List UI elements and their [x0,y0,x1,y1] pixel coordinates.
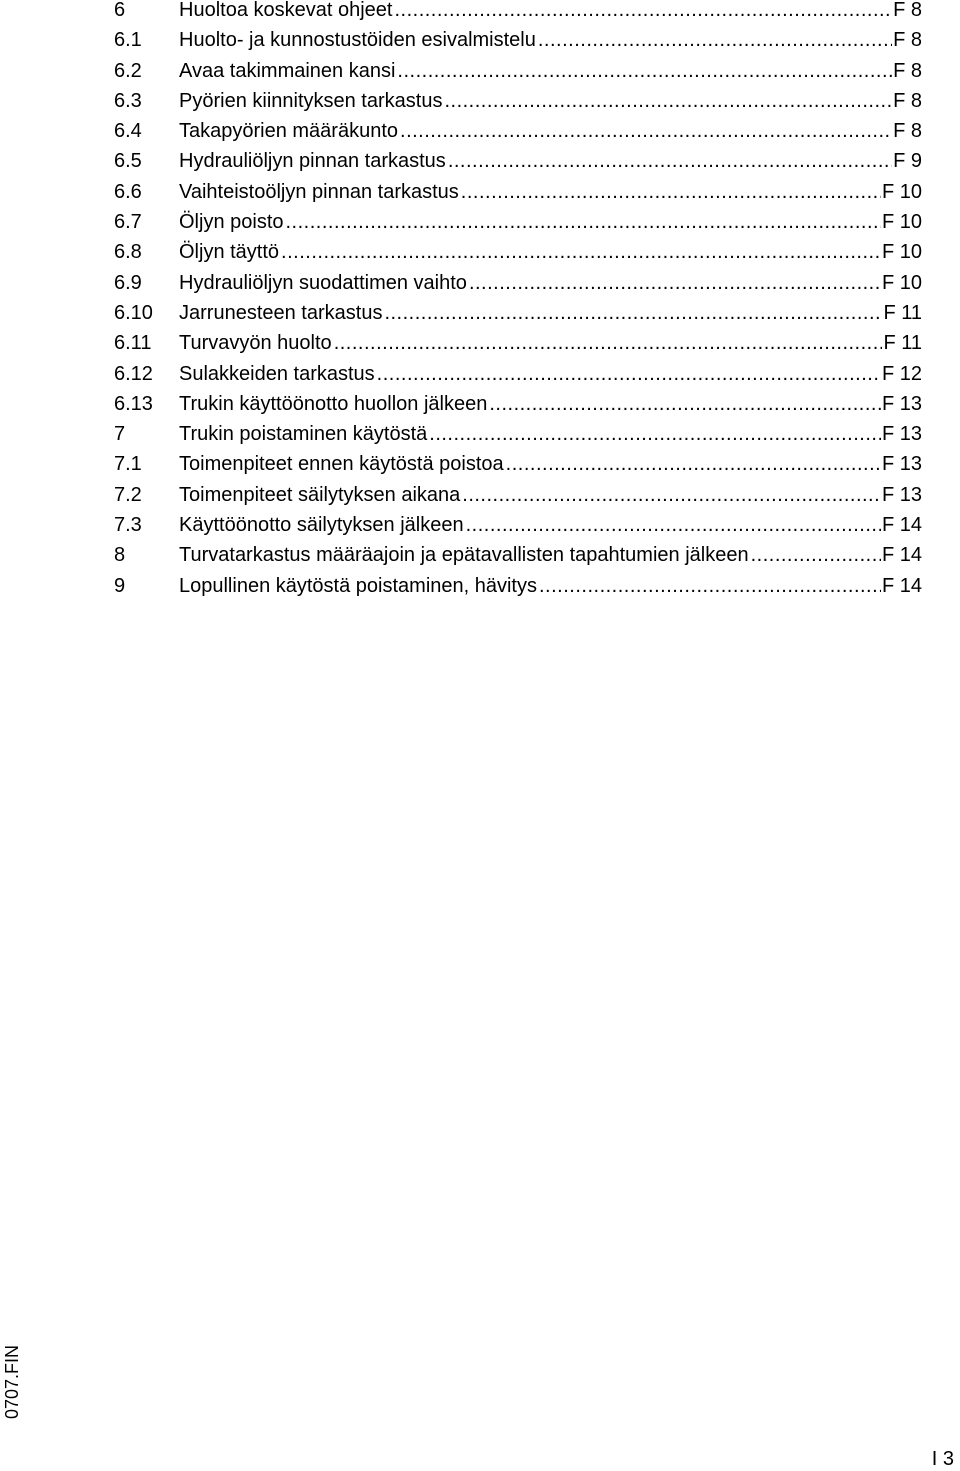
table-of-contents [114,0,922,601]
toc-entry[interactable] [114,571,922,601]
toc-entry-title: Öljyn täyttö [179,241,280,264]
dot-leader [392,0,892,25]
toc-entry-number: 6.5 [114,150,142,173]
toc-entry-page: F 12 [881,362,922,385]
toc-entry-page: F 13 [881,453,922,476]
toc-entry-number: 9 [114,574,126,597]
toc-entry-number: 6.8 [114,241,142,264]
toc-entry-title: Trukin käyttöönotto huollon jälkeen [179,392,488,415]
toc-entry-page: F 13 [881,423,922,446]
toc-entry-page: F 8 [893,29,922,52]
toc-entry-title: Toimenpiteet ennen käytöstä poistoa [179,453,504,476]
toc-entry-title: Avaa takimmainen kansi [179,59,396,82]
toc-entry[interactable] [114,268,922,298]
toc-entry-title: Hydrauliöljyn suodattimen vaihto [179,271,467,294]
toc-entry-title: Käyttöönotto säilytyksen jälkeen [179,514,464,537]
toc-entry-title: Takapyörien määräkunto [179,120,399,143]
toc-entry[interactable] [114,237,922,267]
toc-entry-page: F 11 [883,332,922,355]
toc-entry-page: F 8 [893,0,922,21]
toc-entry-title: Vaihteistoöljyn pinnan tarkastus [179,180,459,203]
toc-entry-title: Öljyn poisto [179,211,284,234]
toc-entry-number: 7 [114,423,126,446]
toc-entry-page: F 9 [893,150,922,173]
toc-entry[interactable] [114,359,922,389]
dot-leader [332,328,883,358]
toc-entry[interactable] [114,389,922,419]
toc-entry[interactable] [114,0,922,25]
toc-entry-page: F 10 [881,180,922,203]
dot-leader [460,480,881,510]
toc-entry-title: Trukin poistaminen käytöstä [179,423,428,446]
dot-leader [459,177,881,207]
toc-entry-number: 6.2 [114,59,142,82]
toc-entry-number: 6.1 [114,29,142,52]
toc-entry-number: 6.4 [114,120,142,143]
dot-leader [749,540,881,570]
toc-entry-number: 6.11 [114,332,152,355]
toc-entry-number: 8 [114,544,126,567]
toc-entry[interactable] [114,540,922,570]
toc-entry-page: F 13 [881,392,922,415]
toc-entry[interactable] [114,480,922,510]
dot-leader [382,298,882,328]
toc-entry-page: F 8 [893,59,922,82]
dot-leader [537,571,881,601]
toc-entry-number: 6.6 [114,180,142,203]
document-code [2,1340,22,1424]
toc-entry-title: Jarrunesteen tarkastus [179,301,383,324]
toc-entry-title: Lopullinen käytöstä poistaminen, hävitys [179,574,537,597]
toc-entry[interactable] [114,146,922,176]
toc-entry-page: F 10 [881,211,922,234]
toc-entry[interactable] [114,86,922,116]
toc-entry-page: F 14 [881,574,922,597]
toc-entry-page: F 8 [893,120,922,143]
toc-entry[interactable] [114,25,922,55]
toc-entry-number: 6.9 [114,271,142,294]
toc-entry-title: Pyörien kiinnityksen tarkastus [179,89,443,112]
toc-entry-number: 6.3 [114,89,142,112]
toc-entry[interactable] [114,177,922,207]
toc-entry[interactable] [114,419,922,449]
dot-leader [442,86,892,116]
toc-entry-page: F 14 [881,514,922,537]
toc-entry-title: Toimenpiteet säilytyksen aikana [179,483,461,506]
dot-leader [504,449,881,479]
dot-leader [398,116,892,146]
dot-leader [395,56,892,86]
toc-entry-title: Turvatarkastus määräajoin ja epätavallisten tapahtumien jälkeen [179,544,749,567]
dot-leader [467,268,881,298]
toc-entry-number: 6 [114,0,126,21]
toc-entry-number: 6.12 [114,362,153,385]
toc-entry-title: Hydrauliöljyn pinnan tarkastus [179,150,446,173]
toc-entry[interactable] [114,298,922,328]
document-code-text: 0707.FIN [2,1344,22,1420]
toc-entry-page: F 10 [881,271,922,294]
toc-entry-title: Turvavyön huolto [179,332,332,355]
dot-leader [427,419,881,449]
toc-entry-title: Huoltoa koskevat ohjeet [179,0,393,21]
toc-entry-page: F 14 [881,544,922,567]
dot-leader [536,25,892,55]
toc-entry-number: 7.2 [114,483,142,506]
toc-entry-title: Huolto- ja kunnostustöiden esivalmistelu [179,29,536,52]
toc-entry[interactable] [114,449,922,479]
toc-entry-page: F 13 [881,483,922,506]
dot-leader [464,510,881,540]
toc-entry-number: 6.13 [114,392,153,415]
toc-entry-page: F 11 [883,301,922,324]
toc-entry[interactable] [114,328,922,358]
toc-entry[interactable] [114,207,922,237]
dot-leader [284,207,881,237]
dot-leader [487,389,881,419]
toc-entry-page: F 8 [893,89,922,112]
toc-entry[interactable] [114,56,922,86]
dot-leader [375,359,881,389]
dot-leader [446,146,892,176]
toc-entry[interactable] [114,116,922,146]
toc-entry-number: 6.7 [114,211,142,234]
toc-entry-title: Sulakkeiden tarkastus [179,362,375,385]
toc-entry-number: 7.1 [114,453,142,476]
toc-entry-number: 7.3 [114,514,142,537]
toc-entry-number: 6.10 [114,301,153,324]
toc-entry-page: F 10 [881,241,922,264]
page-number: I 3 [931,1448,954,1470]
dot-leader [279,237,881,267]
toc-entry[interactable] [114,510,922,540]
